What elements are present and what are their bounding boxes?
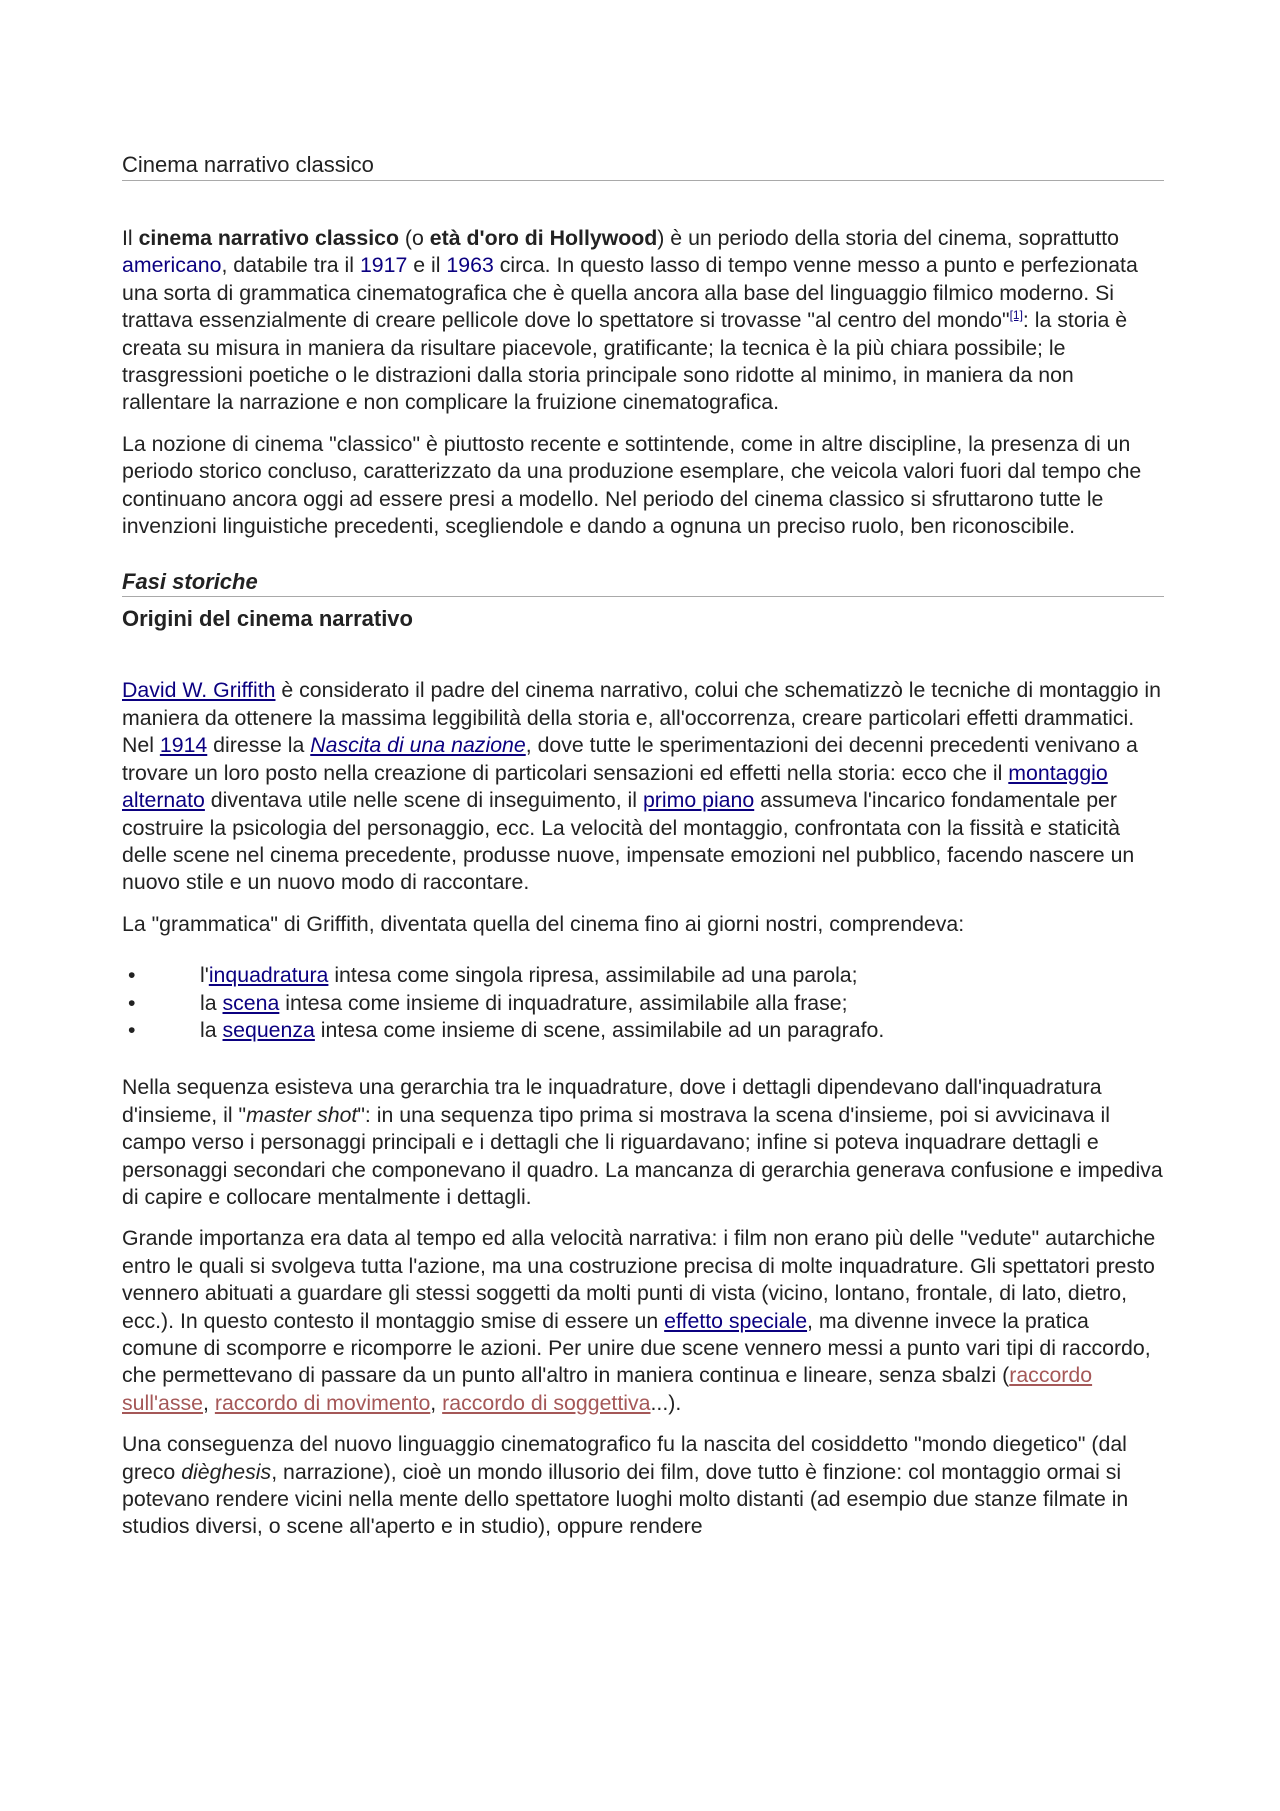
link-scena[interactable]: scena	[222, 990, 280, 1015]
link-primo-piano[interactable]: primo piano	[642, 788, 755, 813]
bullet-icon: •	[128, 963, 136, 988]
link-raccordo-soggettiva[interactable]: raccordo di soggettiva	[442, 1390, 651, 1415]
origins-paragraph-3: Nella sequenza esisteva una gerarchia tra le inquadrature, dove i dettagli dipendevano dall'inquadratura d'insieme, il "master shot": in una sequenza tipo prima si mostrava la scena d'insieme, poi si avvicinava il campo verso i personaggi principali e i dettagli che li riguardavano; infine si poteva inquadrare dettagli e personaggi secondari che componevano il quadro. La mancanza di gerarchia generava confusione e impediva di capire e collocare mentalmente i dettagli.	[122, 1075, 1163, 1209]
link-1963[interactable]: 1963	[446, 253, 494, 278]
bullet-icon: •	[128, 1017, 136, 1042]
section-heading: Fasi storiche	[122, 568, 1164, 597]
link-montaggio-alternato[interactable]: montaggio alternato	[122, 760, 1108, 813]
link-1914[interactable]: 1914	[159, 733, 208, 758]
origins-paragraph-1: David W. Griffith è considerato il padre del cinema narrativo, colui che schematizzò le tecniche di montaggio in maniera da ottenere la massima leggibilità della storia e, all'occorrenza, creare particolari effetti drammatici. Nel 1914 diresse la Nascita di una nazione, dove tutte le sperimentazioni dei decenni precedenti venivano a trovare un loro posto nella creazione di particolari sensazioni ed effetti nella storia: ecco che il montaggio alternato diventava utile nelle scene di inseguimento, il primo piano assumeva l'incarico fondamentale per costruire la psicologia del personaggio, ecc. La velocità del montaggio, confrontata con la fissità e staticità delle scene nel cinema precedente, produsse nuove, impensate emozioni nel pubblico, facendo nascere un nuovo stile e un nuovo modo di raccontare.	[122, 678, 1161, 895]
link-inquadratura[interactable]: inquadratura	[208, 963, 329, 988]
link-raccordo-movimento[interactable]: raccordo di movimento	[214, 1390, 431, 1415]
link-sequenza[interactable]: sequenza	[222, 1017, 315, 1042]
list-item: • la scena intesa come insieme di inquadrature, assimilabile alla frase;	[122, 990, 1164, 1017]
origins-paragraph-4: Grande importanza era data al tempo ed alla velocità narrativa: i film non erano più delle "vedute" autarchiche entro le quali si svolgeva tutta l'azione, ma una costruzione precisa di molte inquadrature. Gli spettatori presto vennero abituati a guardare gli stessi soggetti da molti punti di vista (vicino, lontano, frontale, di lato, dietro, ecc.). In questo contesto il montaggio smise di essere un effetto speciale, ma divenne invece la pratica comune di scomporre e ricomporre le azioni. Per unire due scene vennero messi a punto vari tipi di raccordo, che permettevano di passare da un punto all'altro in maniera continua e lineare, senza sbalzi (raccordo sull'asse, raccordo di movimento, raccordo di soggettiva...).	[122, 1226, 1156, 1415]
origins-paragraph-5: Una conseguenza del nuovo linguaggio cinematografico fu la nascita del cosiddetto "mondo diegetico" (dal greco dièghesis, narrazione), cioè un mondo illusorio dei film, dove tutto è finzione: col montaggio ormai si potevano rendere vicini nella mente dello spettatore luoghi molto distanti (ad esempio due stanze filmate in studios diversi, o scene all'aperto e in studio), oppure rendere	[122, 1432, 1129, 1539]
document-title: Cinema narrativo classico	[122, 150, 1164, 181]
italic-master-shot: master shot	[246, 1102, 358, 1127]
link-nascita-nazione[interactable]: Nascita di una nazione	[310, 733, 526, 758]
italic-dieghesis: dièghesis	[181, 1459, 272, 1484]
intro-paragraph-1: Il cinema narrativo classico (o età d'oro di Hollywood) è un periodo della storia del cinema, soprattutto americano, databile tra il 1917 e il 1963 circa. In questo lasso di tempo venne messo a punto e perfezionata una sorta di grammatica cinematografica che è quella ancora alla base del linguaggio filmico moderno. Si trattava essenzialmente di creare pellicole dove lo spettatore si trovasse "al centro del mondo"[1]: la storia è creata su misura in maniera da risultare piacevole, gratificante; la tecnica è la più chiara possibile; le trasgressioni poetiche o le distrazioni dalla storia principale sono ridotte al minimo, in maniera da non rallentare la narrazione e non complicare la fruizione cinematografica.	[122, 226, 1138, 415]
link-americano[interactable]: americano	[122, 253, 222, 278]
link-raccordo-asse[interactable]: raccordo sull'asse	[122, 1363, 1093, 1415]
list-item: • la sequenza intesa come insieme di scene, assimilabile ad un paragrafo.	[122, 1017, 1164, 1044]
link-griffith[interactable]: David W. Griffith	[122, 678, 276, 703]
document-body	[122, 150, 1164, 1555]
list-item: • l'inquadratura intesa come singola ripresa, assimilabile ad una parola;	[122, 962, 1164, 989]
link-1917[interactable]: 1917	[359, 253, 408, 278]
link-effetto-speciale[interactable]: effetto speciale	[664, 1308, 808, 1333]
grammar-list	[122, 962, 1164, 1044]
origins-paragraph-2: La "grammatica" di Griffith, diventata quella del cinema fino ai giorni nostri, comprendeva:	[122, 911, 965, 936]
intro-paragraph-2: La nozione di cinema "classico" è piuttosto recente e sottintende, come in altre discipline, la presenza di un periodo storico concluso, caratterizzato da una produzione esemplare, che veicola valori fuori dal tempo che continuano ancora oggi ad essere presi a modello. Nel periodo del cinema classico si sfruttarono tutte le invenzioni linguistiche precedenti, scegliendole e dando a ognuna un preciso ruolo, ben riconoscibile.	[122, 431, 1142, 539]
bold-term-eta-oro: età d'oro di Hollywood	[429, 226, 658, 250]
bold-term-cinema-narrativo: cinema narrativo classico	[138, 226, 400, 250]
subsection-heading: Origini del cinema narrativo	[122, 606, 413, 632]
bullet-icon: •	[128, 990, 136, 1015]
footnote-ref-1[interactable]: [1]	[1009, 308, 1023, 323]
